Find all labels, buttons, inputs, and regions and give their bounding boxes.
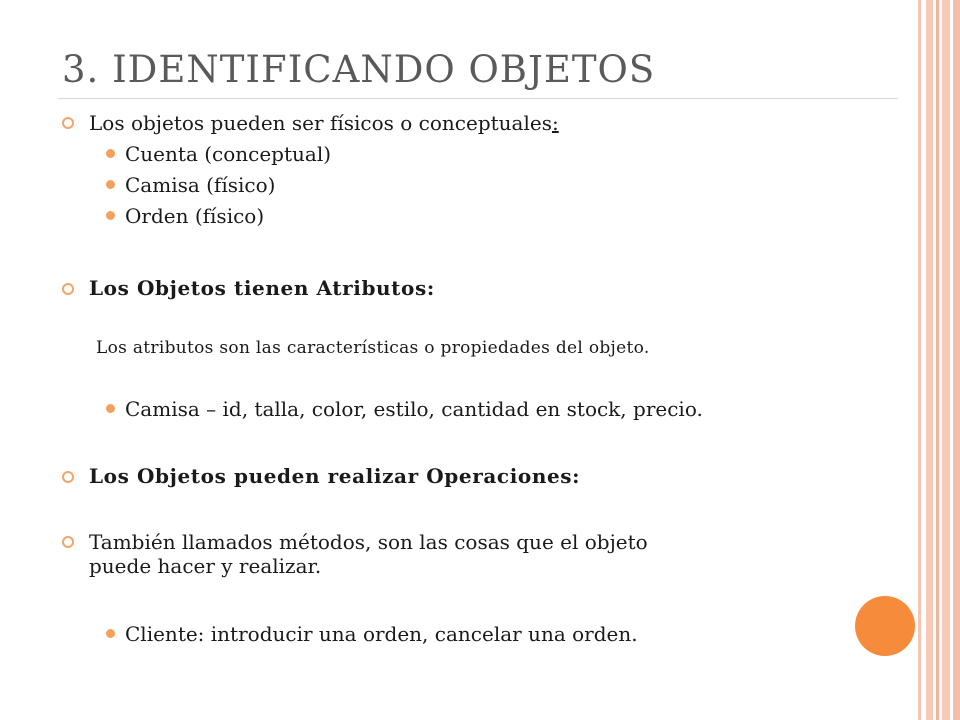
- ring-bullet-icon: [62, 117, 74, 129]
- bullet-item: [89, 111, 559, 135]
- sub-bullet-item: Camisa (físico): [125, 173, 276, 197]
- ring-bullet-icon: [62, 471, 74, 483]
- bullet-text: Los objetos pueden ser físicos o conceptuales: [89, 111, 552, 135]
- decorative-stripe: [918, 0, 921, 720]
- slide-title: 3. IDENTIFICANDO OBJETOS: [62, 48, 656, 91]
- dot-bullet-icon: [106, 404, 115, 413]
- decorative-stripe: [953, 0, 960, 720]
- title-divider: [58, 98, 898, 99]
- sub-bullet-item: Cuenta (conceptual): [125, 142, 332, 166]
- bullet-suffix: :: [551, 111, 559, 135]
- sub-bullet-item: Orden (físico): [125, 204, 265, 228]
- decorative-stripe: [936, 0, 939, 720]
- bullet-item: Los Objetos pueden realizar Operaciones:: [89, 464, 581, 488]
- ring-bullet-icon: [62, 536, 74, 548]
- bullet-item: Los Objetos tienen Atributos:: [89, 276, 435, 300]
- note-text: Los atributos son las características o propiedades del objeto.: [96, 338, 650, 358]
- decorative-stripe: [926, 0, 933, 720]
- bullet-item-line: También llamados métodos, son las cosas que el objeto: [89, 530, 648, 554]
- bullet-item-line: puede hacer y realizar.: [89, 554, 322, 578]
- sub-bullet-item: Camisa – id, talla, color, estilo, cantidad en stock, precio.: [125, 397, 703, 421]
- dot-bullet-icon: [106, 180, 115, 189]
- sub-bullet-item: Cliente: introducir una orden, cancelar una orden.: [125, 622, 638, 646]
- decorative-circle: [855, 596, 915, 656]
- dot-bullet-icon: [106, 211, 115, 220]
- ring-bullet-icon: [62, 283, 74, 295]
- dot-bullet-icon: [106, 629, 115, 638]
- decorative-stripe: [942, 0, 950, 720]
- dot-bullet-icon: [106, 149, 115, 158]
